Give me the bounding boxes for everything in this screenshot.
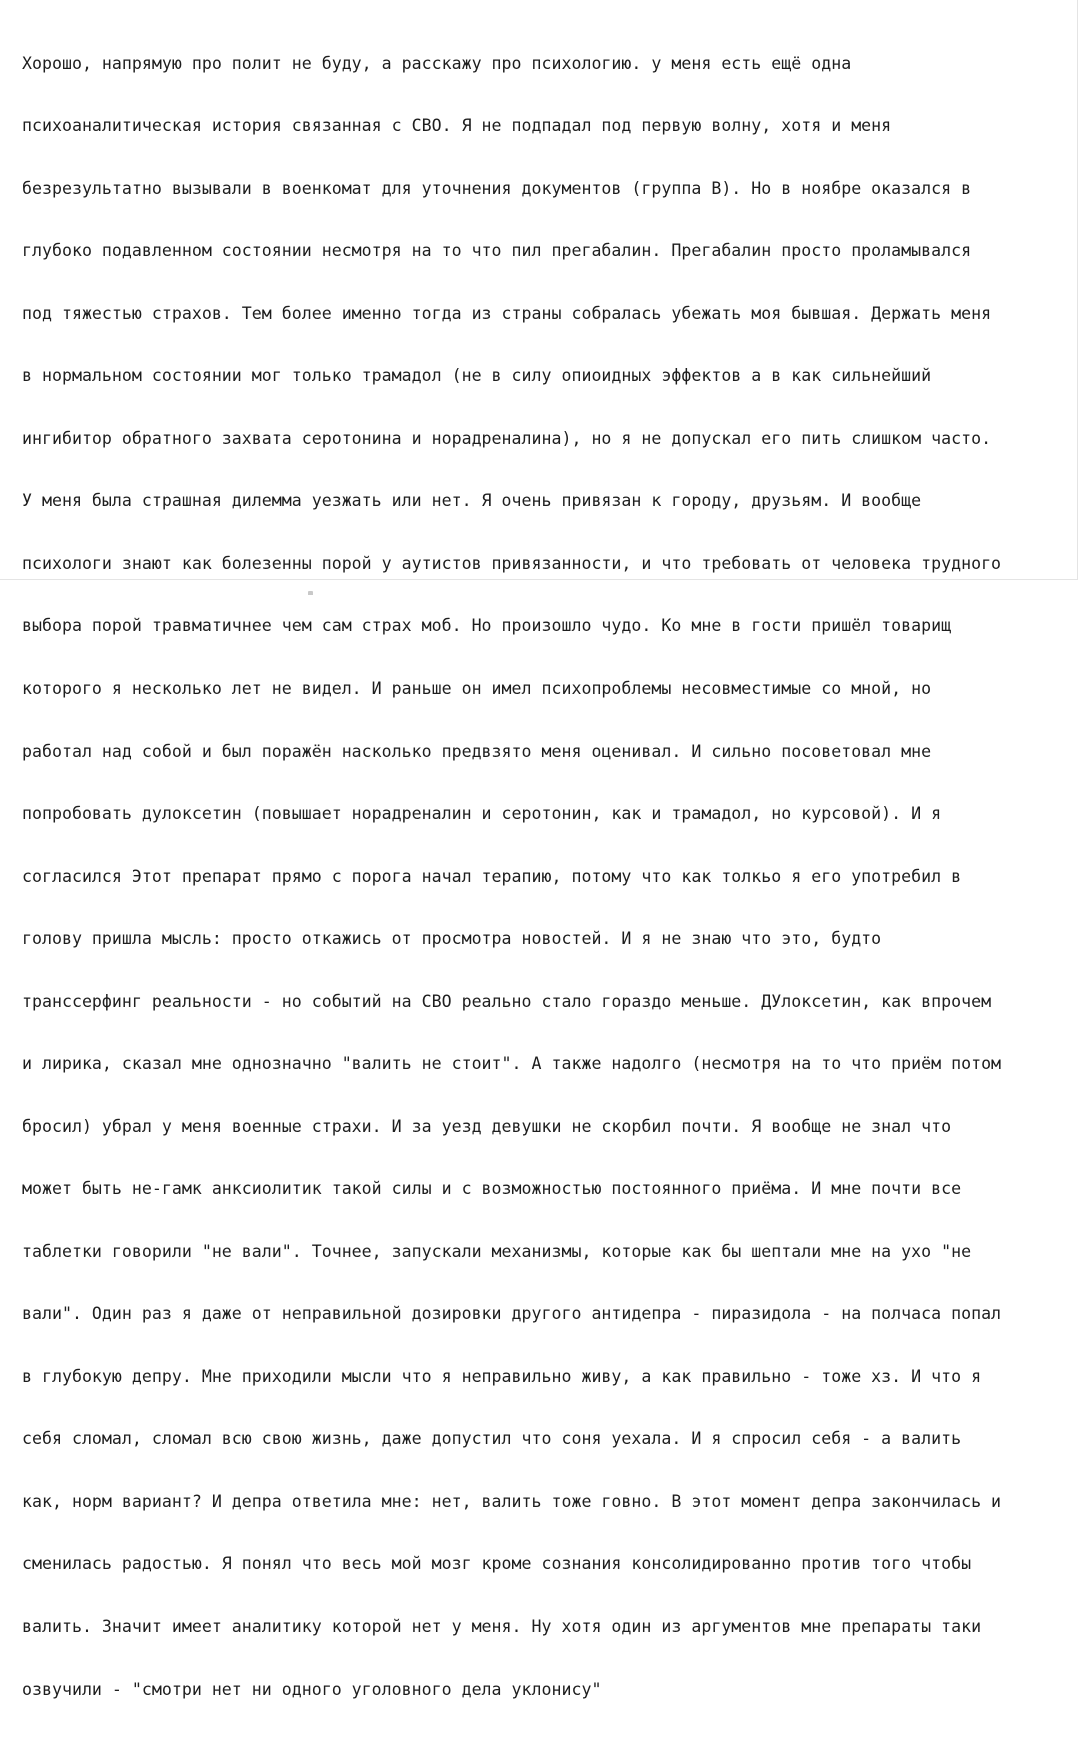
post-line: психологи знают как болезенны порой у аутистов привязанности, и что требовать от человека трудного	[22, 553, 1002, 573]
post-line: которого я несколько лет не видел. И раньше он имел психопроблемы несовместимые со мной, но	[22, 679, 932, 698]
post-line: психоаналитическая история связанная с СВО. Я не подпадал под первую волну, хотя и меня	[22, 116, 892, 136]
post-line: безрезультатно вызывали в военкомат для уточнения документов (группа В). Но в ноябре оказался в	[22, 178, 972, 198]
post-line: вали". Один раз я даже от неправильной дозировки другого антидепра - пиразидола - на полчаса попал	[22, 1304, 1002, 1324]
post-body	[22, 12, 1072, 1742]
post-line: таблетки говорили "не вали". Точнее, запускали механизмы, которые как бы шептали мне на ухо "не	[22, 1241, 972, 1261]
post-line: и лирика, сказал мне однозначно "валить не стоит". А также надолго (несмотря на то что приём потом	[22, 1054, 1002, 1074]
next-post-glyph-fragment	[308, 591, 313, 595]
post-line: попробовать дулоксетин (повышает норадреналин и серотонин, как и трамадол, но курсовой). И я	[22, 804, 942, 824]
post-line: себя сломал, сломал всю свою жизнь, даже допустил что соня уехала. И я спросил себя - а валить	[22, 1429, 962, 1449]
post-line: сменилась радостью. Я понял что весь мой мозг кроме сознания консолидированно против того чтобы	[22, 1554, 972, 1574]
post-line: Хорошо, напрямую про полит не буду, а расскажу про психологию. у меня есть ещё одна	[22, 53, 852, 73]
post-line: согласился Этот препарат прямо с порога начал терапию, потому что как толкьо я его употребил в	[22, 866, 962, 886]
post-line: валить. Значит имеет аналитику которой нет у меня. Ну хотя один из аргументов мне препараты таки	[22, 1616, 982, 1636]
post-line: может быть не-гамк анксиолитик такой силы и с возможностью постоянного приёма. И мне почти все	[22, 1179, 962, 1199]
post-line: голову пришла мысль: просто откажись от просмотра новостей. И я не знаю что это, будто	[22, 929, 882, 949]
post-line: ингибитор обратного захвата серотонина и норадреналина), но я не допускал его пить слишком часто.	[22, 428, 992, 448]
post-line: бросил) убрал у меня военные страхи. И за уезд девушки не скорбил почти. Я вообще не знал что	[22, 1116, 952, 1136]
post-line: в глубокую депру. Мне приходили мысли что я неправильно живу, а как правильно - тоже хз. И что я	[22, 1366, 982, 1386]
post-line: как, норм вариант? И депра ответила мне: нет, валить тоже говно. В этот момент депра закончилась и	[22, 1491, 1002, 1511]
post-line: выбора порой травматичнее чем сам страх моб. Но произошло чудо. Ко мне в гости пришёл товарищ	[22, 616, 952, 636]
post-line: под тяжестью страхов. Тем более именно тогда из страны собралась убежать моя бывшая. Держать меня	[22, 303, 992, 323]
post-line: в нормальном состоянии мог только трамадол (не в силу опиоидных эффектов а в как сильнейший	[22, 366, 932, 386]
post-line: озвучили - "смотри нет ни одного уголовного дела уклонису"	[22, 1679, 602, 1699]
post-line: работал над собой и был поражён насколько предвзято меня оценивал. И сильно посоветовал мне	[22, 741, 932, 761]
post-line: глубоко подавленном состоянии несмотря на то что пил прегабалин. Прегабалин просто проламывался	[22, 241, 972, 261]
next-post-area	[0, 581, 1080, 595]
post-line: У меня была страшная дилемма уезжать или нет. Я очень привязан к городу, друзьям. И вообще	[22, 491, 922, 511]
post-line: транссерфинг реальности - но событий на СВО реально стало гораздо меньше. ДУлоксетин, как впрочем	[22, 991, 992, 1011]
